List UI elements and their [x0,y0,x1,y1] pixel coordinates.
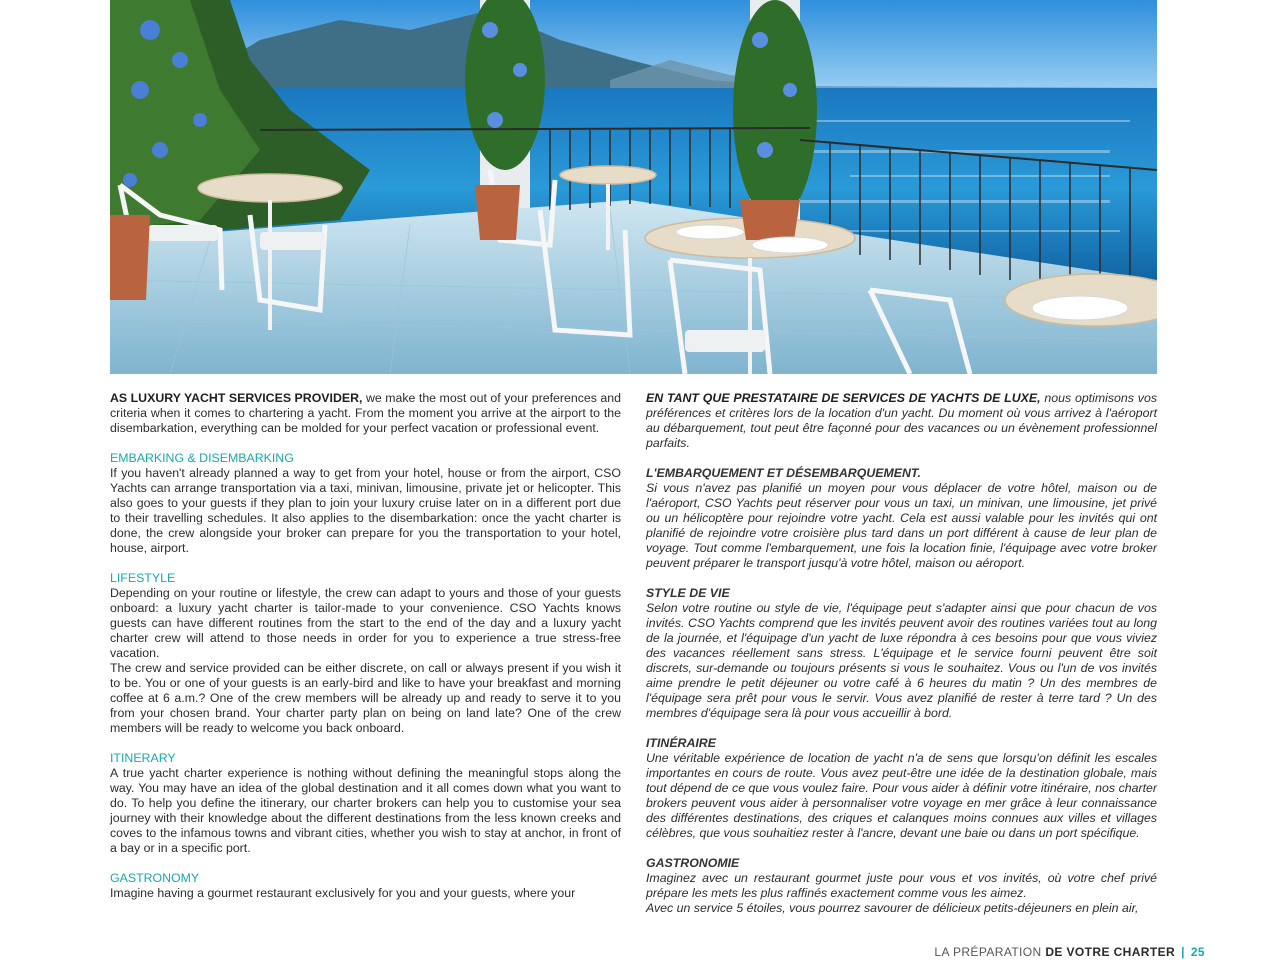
page-footer [934,945,1205,959]
hero-photo [110,0,1157,374]
section-body: Avec un service 5 étoiles, vous pourrez savourer de délicieux petits-déjeuners en plein air, [646,901,1139,915]
section-body: The crew and service provided can be either discrete, on call or always present if you wish it to be. You or one of your guests is an early-bird and like to have your breakfast and morning coffee at 6 a.m.? One of the crew members will be already up and ready to serve it to you from your chosen brand. Your charter party plan on being on land late? One of the crew members will be ready to welcome you back onboard. [110,661,621,735]
footer-title: DE VOTRE CHARTER [1045,945,1176,959]
section-body: Selon votre routine ou style de vie, l'équipage peut s'adapter ainsi que pour chacun de vos invités. CSO Yachts comprend que les invités peuvent avoir des routines variées tout au long de la journée, et l'équipage d'un yacht de luxe répondra à ces besoins pour que vous viviez des vacances réellement sans stress. L'équipage et le service fourni peuvent être soit discrets, sur-demande ou toujours présents si vous le souhaitez. Vous ou l'un de vos invités aime prendre le petit déjeuner ou votre café à 6 heures du matin ? Un des membres de l'équipage sera prêt pour vous le servir. Vous avez planifié de rester à terre tard ? Un des membres d'équipage sera là pour vous accueillir à bord. [646,601,1157,720]
intro-paragraph [110,391,621,436]
intro-lead: AS LUXURY YACHT SERVICES PROVIDER, [110,391,363,405]
section-heading: L'EMBARQUEMENT ET DÉSEMBARQUEMENT. [646,466,921,480]
section-body: If you haven't already planned a way to get from your hotel, house or from the airport, CSO Yachts can arrange transportation via a taxi, minivan, limousine, private jet or helicopter. This also goes to your guests if they plan to join your luxury cruise later on in a different port due to their travelling schedules. It also applies to the disembarkation: once the yacht charter is done, the crew alongside your broker can prepare for you the transportation to your hotel, house, airport. [110,466,621,555]
section-body: A true yacht charter experience is nothing without defining the meaningful stops along the way. You may have an idea of the global destination and it all comes down what you want to do. To help you define the itinerary, our charter brokers can help you to customise your sea journey with their knowledge about the different destinations from the less known creeks and coves to the infamous towns and vibrant cities, whether you wish to stay at anchor, in front of a bay or in a specific port. [110,766,621,855]
footer-prefix: LA PRÉPARATION [934,945,1042,959]
section-body: Depending on your routine or lifestyle, the crew can adapt to yours and those of your guests onboard: a luxury yacht charter is tailor-made to your convenience. CSO Yachts knows guests can have different routines from the start to the end of the day and a luxury yacht charter crew will attend to those needs in order for you to experience a true stress-free vacation. [110,586,621,660]
section-body: Une véritable expérience de location de yacht n'a de sens que lorsqu'on définit les escales importantes en cours de route. Vous avez peut-être une idée de la destination globale, mais tout dépend de ce que vous voulez faire. Pour vous aider à définir votre itinéraire, nos charter brokers peuvent vous aider à personnaliser votre voyage en mer grâce à leur connaissance des différentes destinations, des criques et calanques moins connues aux villes et villages célèbres, que vous souhaitiez rester à l'ancre, devant une baie ou dans un port spécifique. [646,751,1157,840]
intro-lead: EN TANT QUE PRESTATAIRE DE SERVICES DE YACHTS DE LUXE, [646,391,1041,405]
page-number: 25 [1190,945,1205,959]
section-heading: ITINÉRAIRE [646,736,716,750]
section-gastronomy [646,856,1157,916]
section-heading: EMBARKING & DISEMBARKING [110,451,294,465]
intro-text: we make the most out of your preferences and criteria when it comes to chartering a yacht. From the moment you arrive at the airport to the disembarkation, everything can be molded for your perfect vacation or professional event. [110,391,621,435]
section-body: Imagine having a gourmet restaurant exclusively for you and your guests, where your [110,886,576,900]
section-lifestyle [646,586,1157,721]
section-heading: GASTRONOMY [110,871,200,885]
section-embarking [646,466,1157,571]
section-heading: LIFESTYLE [110,571,176,585]
section-body: Si vous n'avez pas planifié un moyen pour vous déplacer de votre hôtel, maison ou de l'aéroport, CSO Yachts peut réserver pour vous un taxi, un minivan, une limousine, jet privé ou un hélicoptère pour rejoindre votre yacht. Cela est aussi valable pour les invités qui ont planifié de rejoindre votre croisière plus tard dans un port différent à cause de leur plan de voyage. Tout comme l'embarquement, une fois la location finie, l'équipage avec votre broker peuvent préparer le transport jusqu'à votre hôtel, maison ou aéroport. [646,481,1157,570]
intro-paragraph [646,391,1157,451]
terrace-sea-view-photo [110,0,1157,374]
english-column [110,391,621,901]
section-heading: STYLE DE VIE [646,586,730,600]
footer-separator: | [1181,945,1185,959]
section-itinerary [110,751,621,856]
french-column [646,391,1157,916]
section-heading: GASTRONOMIE [646,856,740,870]
section-itinerary [646,736,1157,841]
intro-text: nous optimisons vos préférences et critères lors de la location d'un yacht. Du moment où vous arrivez à l'aéroport au débarquement, tout peut être façonné pour des vacances ou un évènement professionnel parfaits. [646,391,1157,450]
section-body: Imaginez avec un restaurant gourmet juste pour vous et vos invités, où votre chef privé prépare les mets les plus raffinés exactement comme vous les aimez. [646,871,1157,900]
section-gastronomy [110,871,621,901]
section-embarking [110,451,621,556]
section-heading: ITINERARY [110,751,176,765]
section-lifestyle [110,571,621,736]
